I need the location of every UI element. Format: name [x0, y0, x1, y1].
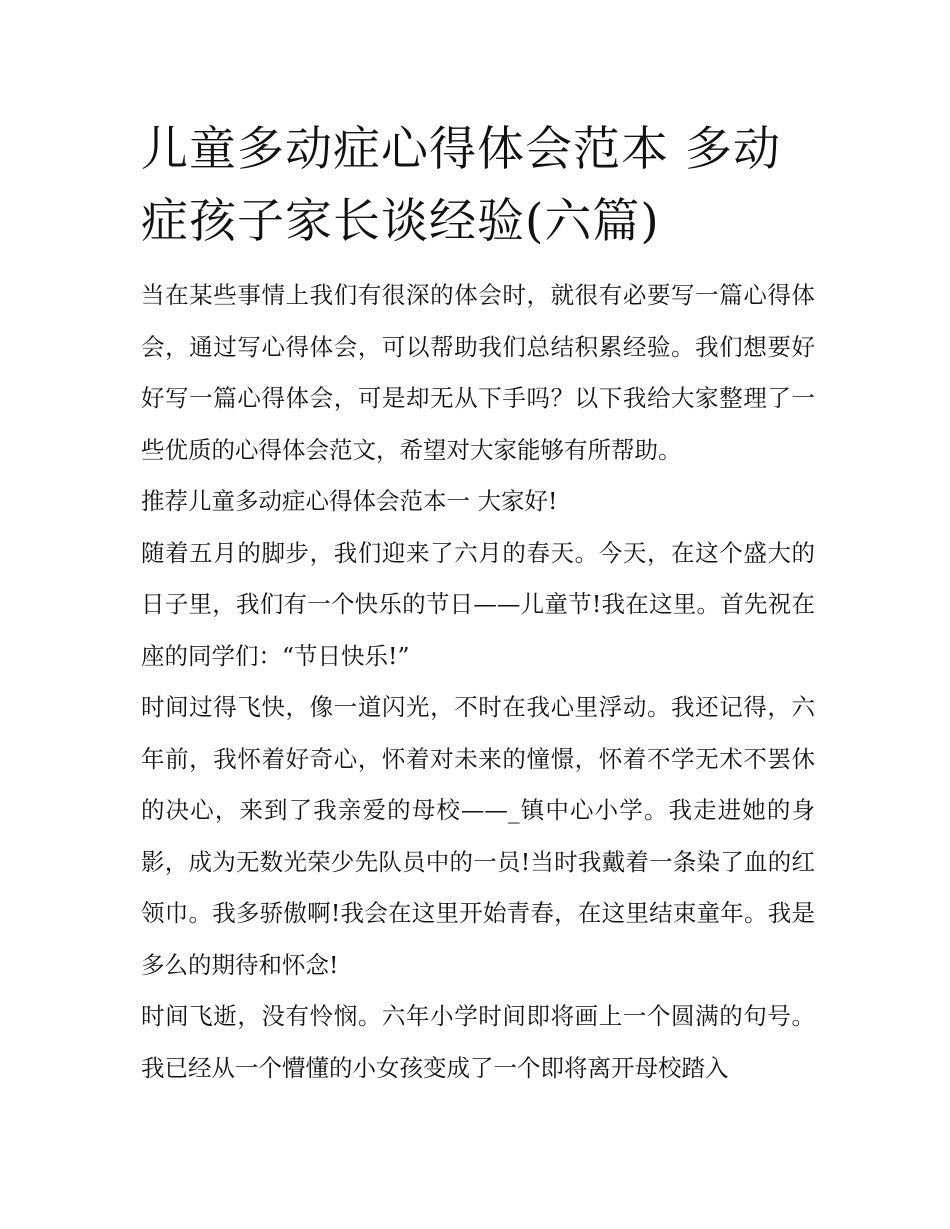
document-title: 儿童多动症心得体会范本 多动症孩子家长谈经验(六篇): [141, 122, 781, 249]
document-content: [141, 114, 815, 1094]
paragraph: 时间飞逝，没有怜悯。六年小学时间即将画上一个圆满的句号。我已经从一个懵懂的小女孩变成了一个即将离开母校踏入: [141, 1002, 815, 1082]
paragraph: 随着五月的脚步，我们迎来了六月的春天。今天，在这个盛大的日子里，我们有一个快乐的节日——儿童节!我在这里。首先祝在座的同学们：“节日快乐!”: [141, 538, 815, 670]
paragraph: 时间过得飞快，像一道闪光，不时在我心里浮动。我还记得，六年前，我怀着好奇心，怀着对未来的憧憬，怀着不学无术不罢休的决心，来到了我亲爱的母校——_镇中心小学。我走进她的身影，成为无数光荣少先队员中的一员!当时我戴着一条染了血的红领巾。我多骄傲啊!我会在这里开始青春，在这里结束童年。我是多么的期待和怀念!: [141, 693, 815, 979]
paragraph-intro: 当在某些事情上我们有很深的体会时，就很有必要写一篇心得体会，通过写心得体会，可以帮助我们总结积累经验。我们想要好好写一篇心得体会，可是却无从下手吗？以下我给大家整理了一些优质的心得体会范文，希望对大家能够有所帮助。: [141, 281, 815, 464]
paragraph-heading: 推荐儿童多动症心得体会范本一 大家好!: [141, 487, 558, 515]
document-body: [141, 270, 815, 1094]
